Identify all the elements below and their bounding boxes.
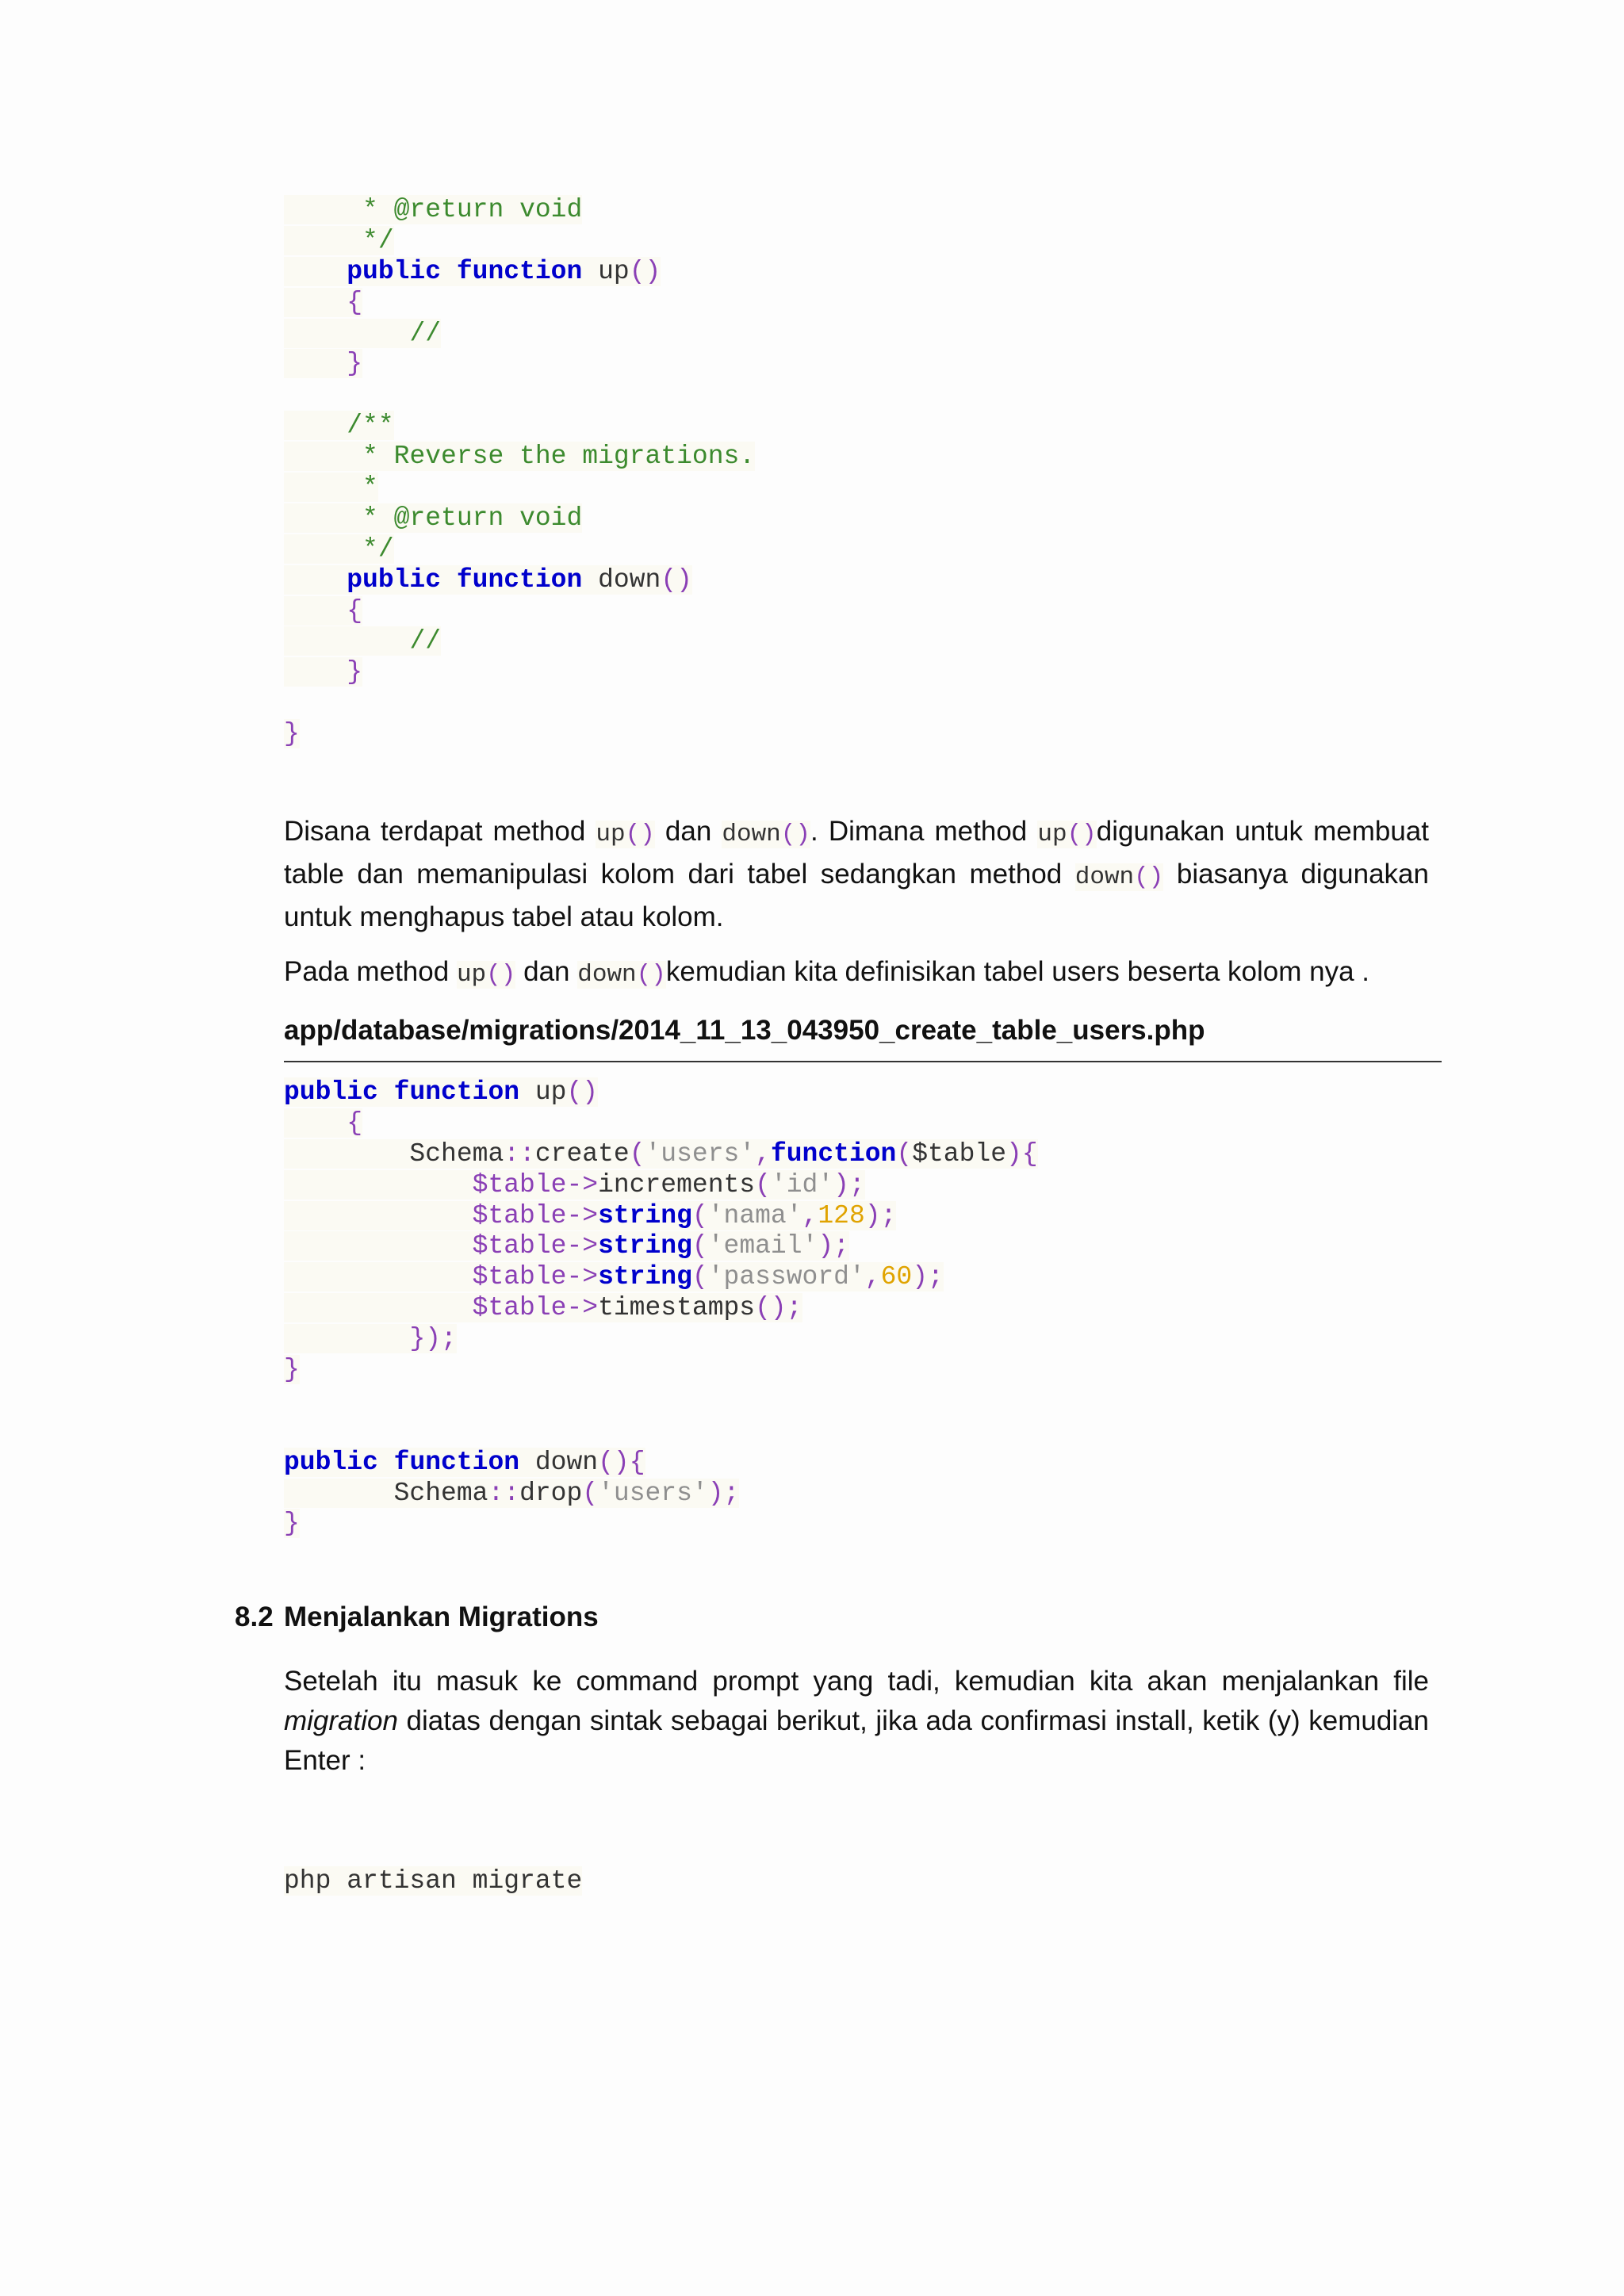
code-token: } [284, 719, 300, 749]
paragraph-text: Disana terdapat method [284, 816, 596, 847]
code-line [284, 319, 755, 350]
inline-code-up: up() [596, 821, 655, 848]
code-line [284, 719, 755, 750]
code-token: 60 [880, 1262, 913, 1292]
paragraph-text: Setelah itu masuk ke command prompt yang tadi, kemudian kita akan menjalankan file [284, 1666, 1429, 1697]
inline-code-up: up() [456, 961, 516, 989]
inline-code-down: down() [722, 821, 811, 848]
code-line [284, 657, 755, 688]
code-indent [284, 349, 347, 378]
code-token: public [347, 256, 442, 286]
code-token: timestamps [598, 1293, 756, 1323]
code-line [284, 503, 755, 534]
code-token: function [456, 564, 583, 595]
code-token: $table-> [472, 1169, 599, 1200]
code-token: } [347, 657, 363, 687]
code-line [284, 473, 755, 503]
code-line [284, 1262, 1038, 1293]
emphasis-migration: migration [284, 1705, 398, 1736]
code-line [284, 1417, 1038, 1448]
code-indent [284, 195, 362, 224]
code-token: /** [347, 411, 394, 441]
code-token: ( [691, 1262, 708, 1292]
code-indent [284, 1262, 473, 1292]
code-indent [378, 1077, 394, 1107]
code-token: ( [629, 1138, 645, 1169]
code-indent [284, 473, 362, 502]
inline-code-up: up() [1037, 821, 1097, 848]
section-heading [235, 1601, 599, 1633]
code-line [284, 380, 755, 411]
divider [284, 1061, 1442, 1062]
code-indent [284, 1201, 473, 1230]
code-indent [284, 1293, 473, 1322]
section-title: Menjalankan Migrations [284, 1601, 599, 1632]
code-line [284, 1170, 1038, 1201]
code-token: :: [504, 1138, 535, 1169]
code-line [284, 1324, 1038, 1355]
code-token: } [284, 1509, 300, 1539]
code-token: ( [582, 1478, 599, 1508]
code-token: (){ [598, 1447, 645, 1477]
code-token: drop [519, 1478, 583, 1508]
code-line [284, 1108, 1038, 1139]
inline-code-down: down() [1074, 863, 1164, 891]
code-token: * [362, 473, 378, 503]
code-line [284, 1866, 582, 1897]
code-indent [284, 657, 347, 687]
code-token: ); [864, 1200, 897, 1230]
code-line [284, 1509, 1038, 1540]
code-token: 'email' [707, 1231, 818, 1261]
code-token: string [598, 1231, 692, 1261]
code-indent [284, 503, 362, 533]
code-indent [284, 411, 347, 440]
code-block-create-users-table [284, 1077, 1038, 1540]
code-line [284, 565, 755, 596]
code-token: } [284, 1355, 300, 1385]
code-indent [441, 565, 457, 595]
code-token: Schema [284, 1138, 504, 1169]
code-line [284, 596, 755, 627]
code-indent [441, 257, 457, 286]
code-token: $table-> [472, 1200, 599, 1230]
code-indent [284, 1231, 473, 1261]
paragraph-method-explanation [284, 812, 1429, 937]
code-token: $table-> [472, 1262, 599, 1292]
paragraph-text: dan [654, 816, 722, 847]
code-line [284, 688, 755, 719]
paragraph-text: biasanya digunakan untuk menghapus tabel atau kolom. [284, 859, 1429, 932]
code-token: () [566, 1077, 599, 1107]
paragraph-text: digunakan untuk membuat table dan memanipulasi kolom dari tabel sedangkan method [284, 816, 1429, 890]
code-token: ); [912, 1262, 944, 1292]
code-token: Schema [284, 1478, 488, 1508]
code-line [284, 288, 755, 319]
code-token: down [582, 564, 661, 595]
code-token: 'id' [770, 1169, 834, 1200]
code-token: () [661, 564, 692, 595]
code-line [284, 1139, 1038, 1170]
code-token: , [755, 1138, 771, 1169]
code-indent [284, 626, 409, 656]
code-token: // [409, 626, 442, 656]
code-token: function [393, 1077, 520, 1107]
code-token: (); [755, 1293, 802, 1323]
code-line [284, 226, 755, 257]
code-line [284, 442, 755, 473]
paragraph-text: kemudian kita definisikan tabel users beserta kolom nya . [665, 956, 1370, 987]
paragraph-text: dan [515, 956, 578, 987]
code-line [284, 1355, 1038, 1386]
code-token: function [393, 1447, 520, 1477]
code-token: public [284, 1447, 378, 1477]
code-line [284, 1448, 1038, 1479]
code-line [284, 1386, 1038, 1417]
code-token: 'users' [645, 1138, 756, 1169]
code-token: string [598, 1200, 692, 1230]
command-line [284, 1804, 582, 1959]
code-indent [284, 226, 362, 255]
code-token: create [534, 1138, 630, 1169]
paragraph-text: . Dimana method [810, 816, 1038, 847]
code-token: function [456, 256, 583, 286]
code-line [284, 534, 755, 565]
code-token: string [598, 1262, 692, 1292]
code-indent [284, 288, 347, 317]
code-indent [284, 319, 409, 348]
paragraph-text: Pada method [284, 956, 457, 987]
code-token: increments [598, 1169, 756, 1200]
code-token: , [802, 1200, 818, 1230]
code-token: ){ [1006, 1138, 1038, 1169]
code-indent [284, 442, 362, 471]
code-token: () [629, 256, 661, 286]
code-token: ); [707, 1478, 740, 1508]
code-indent [284, 1108, 347, 1138]
code-line [284, 1201, 1038, 1232]
code-token: */ [362, 225, 394, 255]
code-token: 'nama' [707, 1200, 802, 1230]
code-indent [378, 1448, 394, 1477]
code-token: // [409, 318, 442, 348]
code-token: $table [912, 1138, 1007, 1169]
inline-code-down: down() [577, 961, 666, 989]
code-indent [284, 534, 362, 564]
code-indent [284, 1324, 409, 1353]
code-token: public [347, 564, 442, 595]
code-line [284, 1077, 1038, 1108]
code-line [284, 1231, 1038, 1262]
code-token: down [519, 1447, 599, 1477]
code-line [284, 257, 755, 288]
code-token: ); [833, 1169, 865, 1200]
code-token: function [770, 1138, 897, 1169]
code-indent [284, 1170, 473, 1200]
code-token: 'password' [707, 1262, 865, 1292]
code-token: public [284, 1077, 378, 1107]
code-token: ( [691, 1231, 708, 1261]
code-token: up [519, 1077, 567, 1107]
code-token: ( [755, 1169, 771, 1200]
code-line [284, 626, 755, 657]
code-token: $table-> [472, 1293, 599, 1323]
code-token: }); [409, 1324, 457, 1354]
code-token: * @return void [362, 195, 583, 224]
code-token: * @return void [362, 503, 583, 533]
code-token: 128 [818, 1200, 865, 1230]
code-token: , [864, 1262, 881, 1292]
code-indent [284, 596, 347, 626]
code-token: { [347, 595, 363, 626]
code-token: up [582, 256, 630, 286]
code-token: { [347, 1108, 363, 1138]
file-path-label: app/database/migrations/2014_11_13_043950_create_table_users.php [284, 1015, 1205, 1046]
paragraph-text: diatas dengan sintak sebagai berikut, jika ada confirmasi install, ketik (y) kemudian Enter : [284, 1705, 1429, 1776]
code-indent [284, 257, 347, 286]
code-token: ( [896, 1138, 913, 1169]
code-line [284, 1479, 1038, 1510]
code-block-migration-stub [284, 195, 755, 750]
code-line [284, 411, 755, 442]
code-token: ( [691, 1200, 708, 1230]
code-token: :: [488, 1478, 520, 1508]
section-number: 8.2 [235, 1601, 274, 1632]
paragraph-run-migration [284, 1662, 1429, 1781]
code-token: */ [362, 534, 394, 564]
code-token: } [347, 349, 363, 379]
code-line [284, 195, 755, 226]
code-token: ); [818, 1231, 849, 1261]
code-token: * Reverse the migrations. [362, 442, 756, 472]
code-indent [284, 565, 347, 595]
code-line [284, 1293, 1038, 1324]
code-token: { [347, 287, 363, 317]
code-line [284, 349, 755, 380]
code-token: $table-> [472, 1231, 599, 1261]
paragraph-define-users-table [284, 952, 1429, 995]
code-token: 'users' [598, 1478, 708, 1508]
command-text: php artisan migrate [284, 1866, 583, 1896]
